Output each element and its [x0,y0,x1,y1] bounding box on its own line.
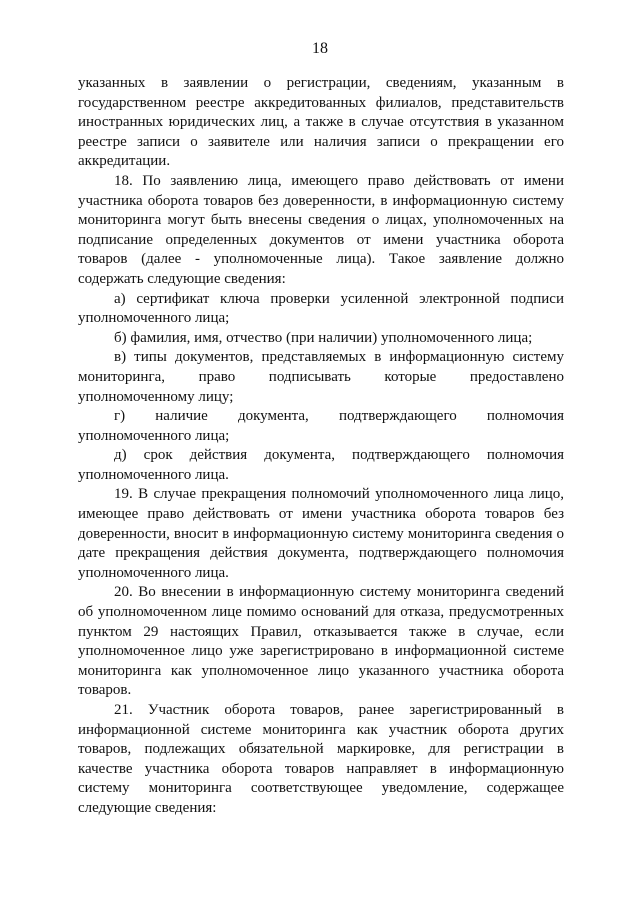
paragraph-subitem-g: г) наличие документа, подтверждающего полномочия уполномоченного лица; [78,408,564,444]
paragraph-item-18: 18. По заявлению лица, имеющего право действовать от имени участника оборота товаров без доверенности, в информационную систему мониторинга могут быть внесены сведения о лицах, уполномоченных на подписание определенных документов от имени участника оборота товаров (далее - уполномоченные лица). Такое заявление должно содержать следующие сведения: [78,172,564,287]
paragraph-continuation: указанных в заявлении о регистрации, сведениям, указанным в государственном реестре аккредитованных филиалов, представительств иностранных юридических лиц, а также в случае отсутствия в указанном реестре записи о заявителе или наличия записи о прекращении его аккредитации. [78,75,564,170]
paragraph-subitem-b: б) фамилия, имя, отчество (при наличии) уполномоченного лица; [114,329,533,346]
page-number: 18 [312,40,328,57]
paragraph-subitem-a: а) сертификат ключа проверки усиленной электронной подписи уполномоченного лица; [78,290,564,327]
paragraph-subitem-d: д) срок действия документа, подтверждающего полномочия уполномоченного лица. [78,447,564,483]
paragraph-subitem-v: в) типы документов, представляемых в информационную систему мониторинга, право подписывать которые предоставлено уполномоченному лицу; [78,349,564,405]
paragraph-item-19: 19. В случае прекращения полномочий уполномоченного лица лицо, имеющее право действовать от имени участника оборота товаров без доверенности, вносит в информационную систему мониторинга сведения о дате прекращения действия документа, подтверждающего полномочия уполномоченного лица. [78,486,564,581]
paragraph-item-21: 21. Участник оборота товаров, ранее зарегистрированный в информационной системе мониторинга как участник оборота других товаров, подлежащих обязательной маркировке, для регистрации в качестве участника оборота товаров направляет в информационную систему мониторинга соответствующее уведомление, содержащее следующие сведения: [78,702,564,816]
paragraph-item-20: 20. Во внесении в информационную систему мониторинга сведений об уполномоченном лице помимо оснований для отказа, предусмотренных пунктом 29 настоящих Правил, отказывается также в случае, если уполномоченное лицо уже зарегистрировано в информационной системе мониторинга как уполномоченное лицо указанного участника оборота товаров. [78,584,564,699]
document-body [78,74,564,819]
